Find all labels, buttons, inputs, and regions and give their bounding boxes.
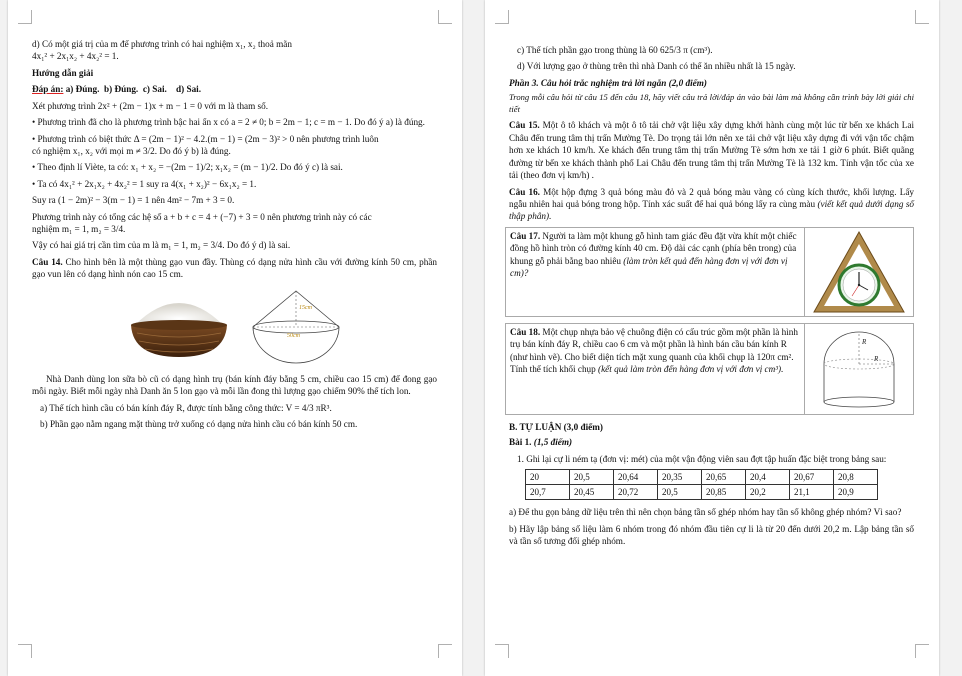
crop-mark [915, 644, 929, 658]
question-text: Một ô tô khách và một ô tô tải chở vật liệu xây dựng khởi hành cùng một lúc từ bến xe khách Lai Châu đến trung tâm thị trấn Mường Tè. Do trọng tải lớn nên xe tải chở vật liệu xây dựng đi với vận tốc chậm hơn xe khách 10 km/h. Xe khách đến trung tâm thị trấn Mường Tè sớm hơn xe tải 1 giờ 6 phút. Biết quãng đường từ bến xe khách thành phố Lai Châu đến trung tâm thị trấn Mường Tè là 132 km. Tính vận tốc của xe tải (theo đơn vị km/h) . [509, 120, 914, 181]
answer-b: b) Đúng. [104, 84, 139, 95]
crop-mark [495, 10, 509, 24]
question-14-option-b: b) Phần gạo nằm ngang mặt thùng trở xuống có dạng nửa hình cầu có bán kính 50 cm. [40, 419, 358, 430]
dome-cylinder-diagram [810, 324, 908, 414]
bai1-option-a: a) Để thu gọn bảng dữ liệu trên thì nên chọn bảng tần số ghép nhóm hay tần số không ghép nhóm? Vì sao? [509, 507, 902, 518]
answer-key [32, 83, 437, 95]
document-page-left [8, 0, 462, 676]
question-note: (viết kết quả dưới dạng số thập phân). [509, 198, 914, 222]
question-18-box [505, 323, 914, 415]
partB-title: B. TỰ LUẬN (3,0 điểm) [509, 421, 603, 432]
answer-c: c) Sai. [142, 84, 167, 95]
solution-line: Phương trình này có tổng các hệ số a + b + c = 4 + (−7) + 3 = 0 nên phương trình này có các nghiệm m₁ = 1, m₂ = 3/4. [32, 211, 372, 235]
table-cell: 20,65 [702, 470, 746, 485]
question-16 [509, 186, 914, 223]
table-cell: 20,7 [526, 485, 570, 500]
question-option-d: d) Có một giá trị của m để phương trình có hai nghiệm x₁, x₂ thoả mãn 4x₁² + 2x₁x₂ + 4x₂² = 1. [32, 39, 292, 62]
bai1-option-b: b) Hãy lập bảng số liệu làm 6 nhóm trong đó nhóm đầu tiên cự li là từ 20 đến dưới 20,2 m. Lập bảng tần số và tần số tương đối ghép nhóm. [509, 523, 914, 547]
document-page-right [485, 0, 939, 676]
rice-basket-image [125, 287, 233, 359]
table-cell: 20 [526, 470, 570, 485]
crop-mark [438, 644, 452, 658]
question-18 [506, 324, 805, 414]
solution-line: • Phương trình có biệt thức Δ = (2m − 1)² − 4.2.(m − 1) = (2m − 3)² > 0 nên phương trình luôn có nghiệm x₁, x₂ với mọi m ≠ 3/2. Do đó ý b) là đúng. [32, 133, 379, 156]
table-cell: 20,72 [614, 485, 658, 500]
radius-label: R [874, 354, 879, 363]
table-cell: 20,9 [834, 485, 878, 500]
part3-title: Phần 3. Câu hỏi trắc nghiệm trả lời ngắn (2,0 điểm) [509, 77, 707, 88]
solution-line: Xét phương trình 2x² + (2m − 1)x + m − 1 = 0 với m là tham số. [32, 100, 269, 111]
table-cell: 20,4 [746, 470, 790, 485]
question-text: Một chụp nhựa bảo vệ chuông điện có cấu trúc gồm một phần là hình trụ bán kính đáy R, chiều cao 6 cm và một phần là hình bán cầu bán kính R (như hình vẽ). Cho biết diện tích mặt xung quanh của khối chụp là 120π cm². Tính thể tích khối chụp [510, 326, 798, 375]
bai1-points: (1,5 điểm) [533, 437, 573, 448]
table-row [526, 470, 878, 485]
question-label: Câu 15. [509, 120, 540, 131]
question-text: Người ta làm một khung gỗ hình tam giác đều đặt vừa khít một chiếc đồng hồ hình tròn có đường kính 40 cm. Độ dài các cạnh (phía bên trong) của khung gỗ phải bằng bao nhiêu [510, 230, 797, 266]
cone-hemisphere-diagram [247, 287, 345, 365]
table-cell: 20,2 [746, 485, 790, 500]
question-17 [506, 228, 805, 316]
question-label: Câu 16. [509, 186, 540, 197]
question-14 [32, 256, 437, 281]
question-text: Cho hình bên là một thùng gạo vun đầy. Thùng có dạng nửa hình cầu với đường kính 50 cm, phần gạo vun lên có dạng hình nón cao 15 cm. [32, 256, 438, 280]
table-cell: 21,1 [790, 485, 834, 500]
bai1-intro: 1. Ghi lại cự li ném tạ (đơn vị: mét) của một vận động viên sau đợt tập huấn đặc biệt trong bảng sau: [517, 453, 887, 464]
solution-line: Vậy có hai giá trị cần tìm của m là m₁ = 1, m₂ = 3/4. Do đó ý d) là sai. [32, 240, 291, 251]
solution-line: • Phương trình đã cho là phương trình bậc hai ẩn x có a = 2 ≠ 0; b = 2m − 1; c = m − 1. Do đó ý a) là đúng. [32, 117, 425, 128]
question-label: Câu 18. [510, 326, 541, 337]
question-14-context: Nhà Danh dùng lon sữa bò cũ có dạng hình trụ (bán kính đáy bằng 5 cm, chiều cao 15 cm) để đong gạo mỗi ngày. Biết mỗi ngày nhà Danh ăn 5 lon gạo và mỗi lần đong thì lượng gạo chiếm 90% thể tích lon. [32, 373, 437, 397]
page-content [32, 38, 437, 434]
page-content [509, 44, 914, 552]
table-cell: 20,5 [570, 470, 614, 485]
crop-mark [18, 10, 32, 24]
solution-line: Suy ra (1 − 2m)² − 3(m − 1) = 1 nên 4m² − 7m + 3 = 0. [32, 195, 235, 206]
question-17-box [505, 227, 914, 317]
triangle-clock-image [810, 228, 908, 316]
question-18-figure [805, 324, 913, 414]
question-note: (kết quả làm tròn đến hàng đơn vị với đơn vị cm³). [598, 364, 784, 375]
table-row [526, 485, 878, 500]
question-label: Câu 17. [510, 230, 541, 241]
crop-mark [495, 644, 509, 658]
diameter-label: 50cm [286, 332, 300, 339]
question-note: (làm tròn kết quả đến hàng đơn vị với đơn vị cm)? [510, 255, 788, 279]
answer-a: a) Đúng. [65, 84, 100, 95]
answer-d: d) Sai. [176, 84, 202, 95]
table-cell: 20,85 [702, 485, 746, 500]
crop-mark [18, 644, 32, 658]
rice-bucket-figures [32, 287, 437, 365]
solution-line: • Ta có 4x₁² + 2x₁x₂ + 4x₂² = 1 suy ra 4(x₁ + x₂)² − 6x₁x₂ = 1. [32, 178, 257, 189]
crop-mark [438, 10, 452, 24]
question-text: Một hộp đựng 3 quả bóng màu đỏ và 2 quả bóng màu vàng có cùng kích thước, khối lượng. Lấy ngẫu nhiên hai quả bóng trong hộp. Tính xác suất để hai quả bóng lấy ra cùng màu [509, 186, 915, 209]
bai1-label: Bài 1. [509, 437, 532, 448]
table-cell: 20,45 [570, 485, 614, 500]
question-14-option-d: d) Với lượng gạo ở thùng trên thì nhà Danh có thể ăn nhiều nhất là 15 ngày. [517, 61, 796, 72]
table-cell: 20,67 [790, 470, 834, 485]
table-cell: 20,8 [834, 470, 878, 485]
answer-label: Đáp án: [32, 84, 64, 95]
solution-line: • Theo định lí Viète, ta có: x₁ + x₂ = −(2m − 1)/2; x₁x₂ = (m − 1)/2. Do đó ý c) là sai. [32, 162, 343, 173]
table-cell: 20,64 [614, 470, 658, 485]
radius-label: R [862, 337, 867, 346]
guide-heading: Hướng dẫn giải [32, 67, 94, 78]
table-cell: 20,35 [658, 470, 702, 485]
question-label: Câu 14. [32, 256, 63, 267]
question-14-option-a: a) Thể tích hình cầu có bán kính đáy R, được tính bằng công thức: V = 4/3 πR³. [40, 402, 332, 413]
height-label: 15cm [298, 304, 312, 311]
question-15 [509, 119, 914, 181]
bai1-header [509, 436, 914, 448]
question-14-option-c: c) Thể tích phần gạo trong thùng là 60 625/3 π (cm³). [517, 45, 713, 55]
table-cell: 20,5 [658, 485, 702, 500]
crop-mark [915, 10, 929, 24]
throw-distance-table [525, 469, 878, 500]
part3-note: Trong mỗi câu hỏi từ câu 15 đến câu 18, hãy viết câu trả lời/đáp án vào bài làm mà không cần trình bày lời giải chi tiết [509, 92, 914, 114]
question-17-figure [805, 228, 913, 316]
